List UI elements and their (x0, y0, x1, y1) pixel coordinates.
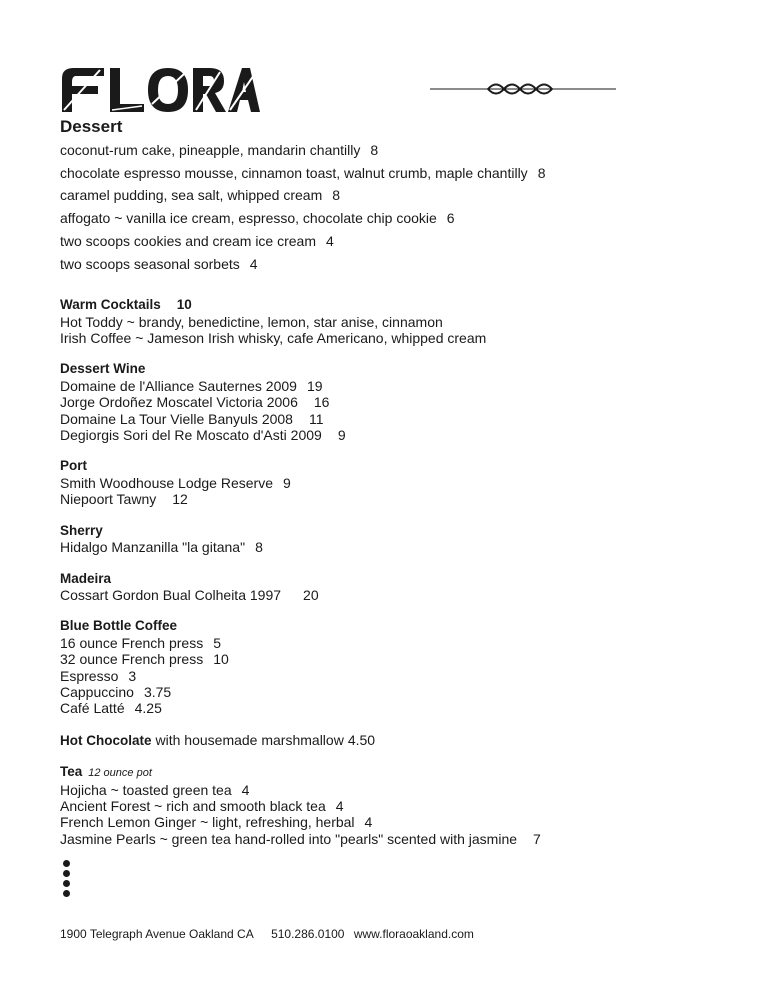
section-title-dessert: Dessert (60, 117, 123, 136)
port-section (60, 458, 720, 507)
flora-logo (60, 64, 260, 119)
menu-content (60, 115, 720, 847)
hot-chocolate-section (60, 732, 720, 749)
item-price: 4 (241, 781, 250, 798)
item-price: 4.25 (134, 700, 162, 717)
menu-item (60, 491, 720, 507)
item-price: 10 (213, 651, 229, 668)
item-price: 9 (282, 474, 291, 491)
item-text: French Lemon Ginger ~ light, refreshing, herbal (60, 814, 355, 831)
item-text: Domaine de l'Alliance Sauternes 2009 (60, 377, 297, 394)
item-price: 20 (303, 586, 319, 603)
menu-item (60, 651, 720, 667)
item-text: caramel pudding, sea salt, whipped cream (60, 187, 323, 204)
item-text: Hojicha ~ toasted green tea (60, 781, 232, 798)
menu-item (60, 684, 720, 700)
item-price: 6 (446, 210, 455, 227)
menu-item: Irish Coffee ~ Jameson Irish whisky, cafe Americano, whipped cream (60, 330, 487, 347)
item-price: 3 (128, 667, 137, 684)
item-text: Cossart Gordon Bual Colheita 1997 (60, 586, 282, 603)
footer-phone: 510.286.0100 (271, 927, 345, 941)
flourish-ornament (430, 78, 616, 105)
item-text: 32 ounce French press (60, 651, 204, 668)
item-price: 5 (213, 634, 221, 651)
section-title-madeira: Madeira (60, 570, 112, 586)
item-price: 8 (332, 187, 341, 204)
item-text: 16 ounce French press (60, 634, 204, 651)
item-text: Hidalgo Manzanilla "la gitana" (60, 539, 246, 556)
item-text: chocolate espresso mousse, cinnamon toast, walnut crumb, maple chantilly (60, 164, 528, 181)
item-price: 4 (335, 797, 344, 814)
item-text: Jorge Ordoñez Moscatel Victoria 2006 (60, 394, 298, 411)
item-text: Cappuccino (60, 683, 134, 700)
item-price: 8 (370, 142, 379, 158)
item-price: 16 (313, 394, 330, 411)
menu-item (60, 798, 720, 814)
menu-item (60, 411, 720, 427)
item-price: 3.75 (143, 683, 172, 700)
menu-item (60, 184, 720, 207)
item-text: Jasmine Pearls ~ green tea hand-rolled into "pearls" scented with jasmine (60, 830, 518, 847)
item-price: 19 (306, 377, 323, 394)
menu-item (60, 587, 720, 603)
menu-item (60, 635, 720, 651)
section-title-coffee: Blue Bottle Coffee (60, 618, 178, 634)
item-price: 11 (308, 410, 324, 427)
dessert-section (60, 115, 720, 275)
menu-item (60, 394, 720, 410)
item-price: 7 (533, 830, 541, 847)
item-price: 4 (249, 255, 258, 272)
section-title-text: Hot Chocolate (60, 732, 152, 748)
section-title-dessert-wine: Dessert Wine (60, 361, 146, 377)
item-text: Degiorgis Sori del Re Moscato d'Asti 2009 (60, 427, 322, 444)
item-text: Domaine La Tour Vielle Banyuls 2008 (60, 410, 293, 427)
menu-item (60, 814, 720, 830)
menu-item (60, 475, 720, 491)
dot (63, 880, 70, 887)
item-text: two scoops cookies and cream ice cream (60, 232, 316, 249)
section-title-port: Port (60, 458, 87, 474)
item-price: 8 (255, 539, 263, 556)
dot (63, 870, 70, 877)
item-text: Smith Woodhouse Lodge Reserve (60, 474, 273, 491)
menu-item (60, 230, 720, 253)
menu-item (60, 668, 720, 684)
item-price: 8 (537, 164, 546, 181)
item-text: Niepoort Tawny (60, 491, 157, 508)
warm-cocktails-section (60, 297, 720, 346)
section-title-text: Tea (60, 764, 83, 780)
menu-item (60, 139, 720, 162)
section-title-text: Warm Cocktails (60, 297, 161, 313)
dots-ornament (63, 860, 71, 900)
item-text: affogato ~ vanilla ice cream, espresso, chocolate chip cookie (60, 210, 437, 227)
item-text: Ancient Forest ~ rich and smooth black tea (60, 797, 326, 814)
section-title-hot-chocolate (60, 732, 720, 749)
menu-item (60, 162, 720, 185)
item-price: 4 (364, 814, 373, 831)
section-title-warm-cocktails (60, 297, 720, 313)
dot (63, 890, 70, 897)
menu-item: Hot Toddy ~ brandy, benedictine, lemon, star anise, cinnamon (60, 313, 443, 330)
menu-item (60, 427, 720, 443)
item-text: two scoops seasonal sorbets (60, 255, 240, 272)
item-price: 9 (337, 427, 346, 444)
item-price: 4.50 (347, 731, 376, 748)
item-text: Espresso (60, 667, 119, 684)
footer (60, 927, 488, 941)
item-description: with housemade marshmallow (155, 731, 344, 748)
footer-website[interactable]: www.floraoakland.com (353, 927, 474, 941)
coffee-section (60, 618, 720, 716)
section-title-sherry: Sherry (60, 522, 103, 538)
menu-item (60, 207, 720, 230)
item-price: 12 (172, 491, 188, 508)
item-price: 4 (326, 232, 334, 249)
dot (63, 860, 70, 867)
footer-address: 1900 Telegraph Avenue Oakland CA (60, 927, 254, 941)
menu-item (60, 831, 720, 847)
madeira-section (60, 571, 720, 604)
section-subtitle: 12 ounce pot (88, 767, 152, 780)
tea-section (60, 764, 720, 847)
menu-item (60, 700, 720, 716)
item-text: coconut-rum cake, pineapple, mandarin chantilly (60, 142, 361, 158)
dessert-wine-section (60, 361, 720, 443)
sherry-section (60, 523, 720, 556)
menu-item (60, 253, 720, 276)
menu-item (60, 782, 720, 798)
section-price: 10 (176, 297, 192, 313)
section-title-tea (60, 764, 720, 781)
menu-item (60, 539, 720, 555)
item-text: Café Latté (60, 700, 125, 717)
menu-item (60, 378, 720, 394)
